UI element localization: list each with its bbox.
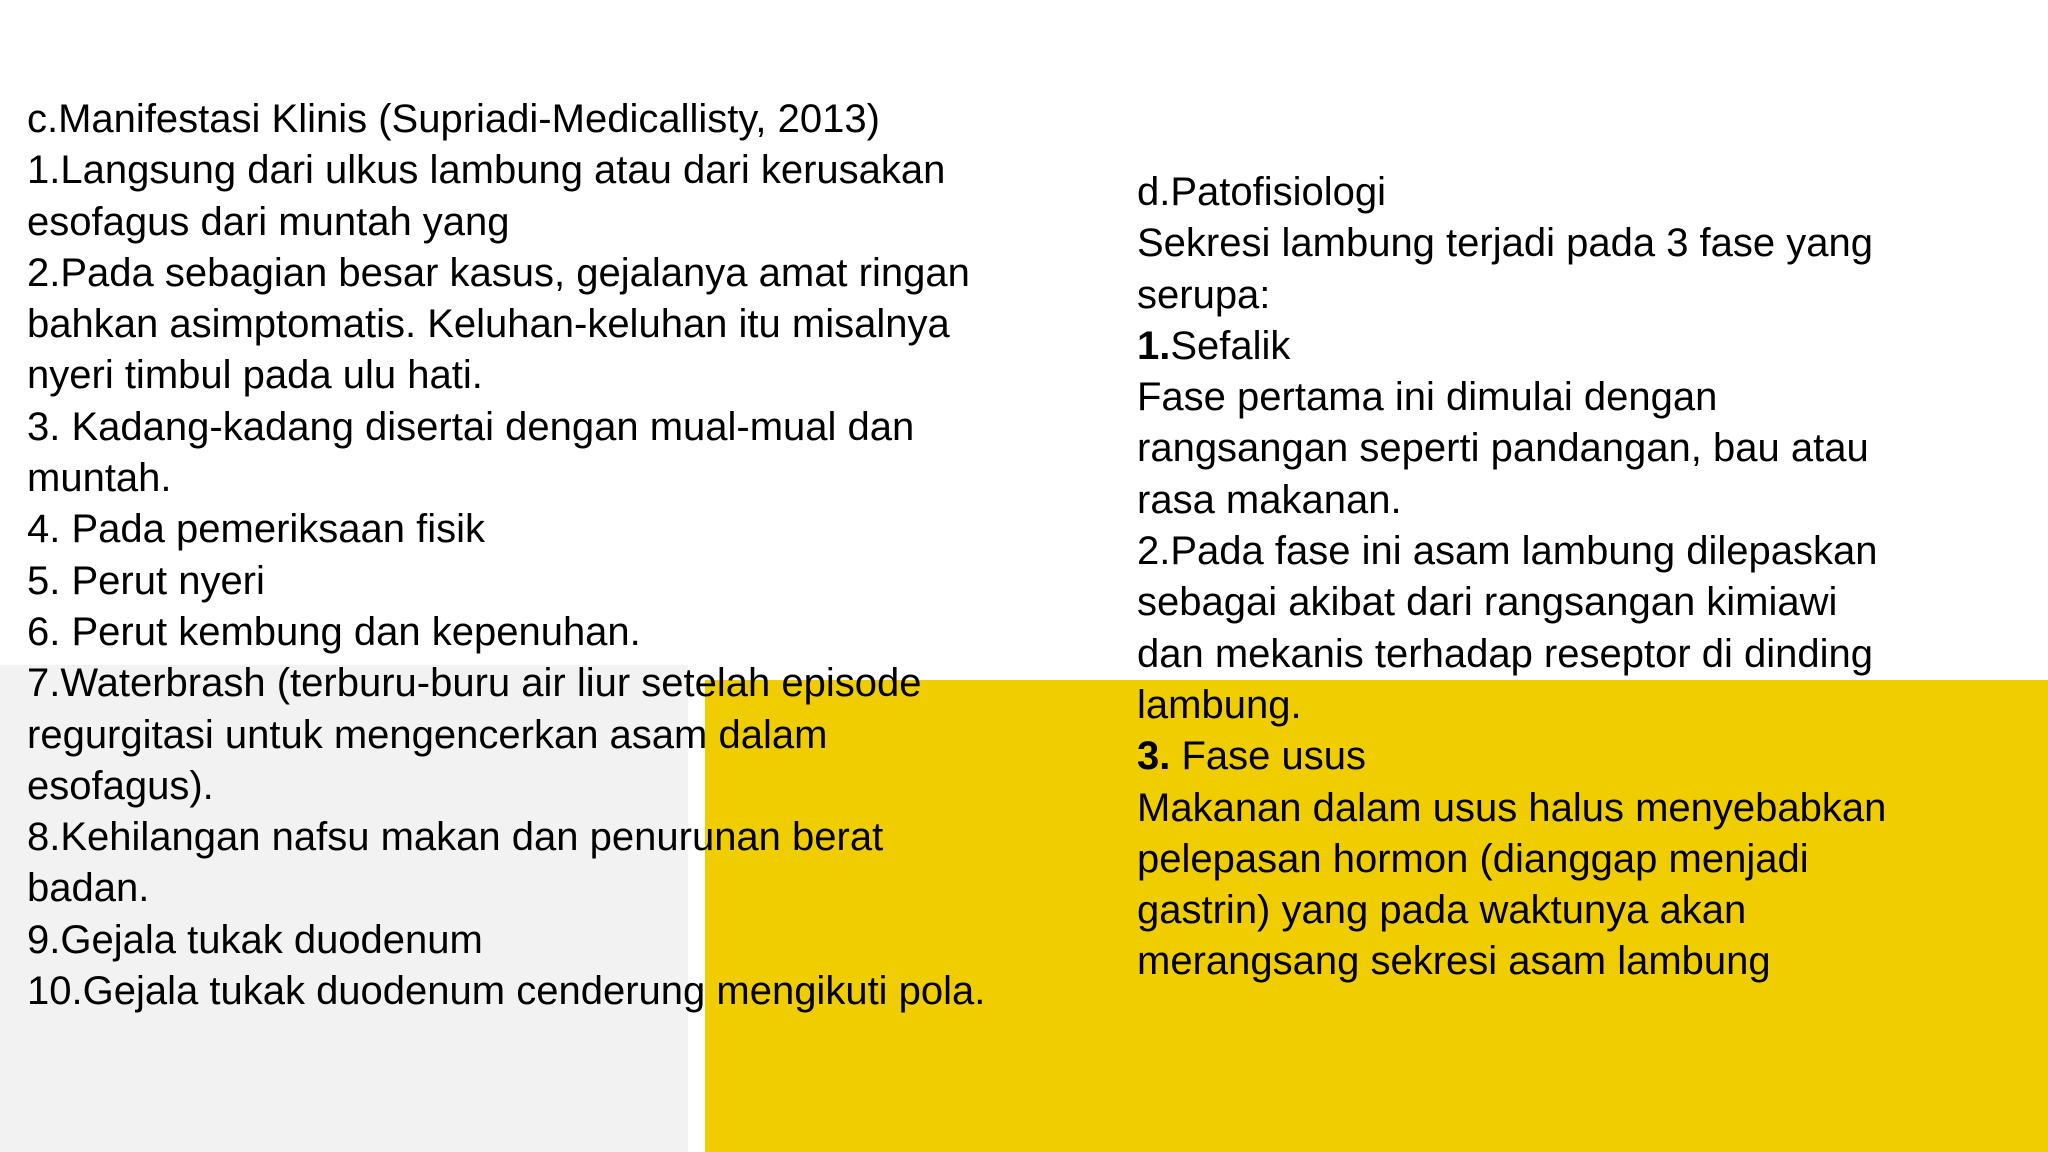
list-item-line: muntah. (27, 456, 172, 501)
list-item-line: bahkan asimptomatis. Keluhan-keluhan itu misalnya (27, 302, 950, 347)
list-item-line: 3. Kadang-kadang disertai dengan mual-mual dan (27, 404, 915, 449)
phase-name: Fase usus (1170, 734, 1367, 779)
list-item-line: 9.Gejala tukak duodenum (27, 917, 483, 962)
phase-text-line: rasa makanan. (1137, 477, 1402, 522)
phase-name: Sefalik (1170, 323, 1291, 368)
phase-text-line: dan mekanis terhadap reseptor di dinding (1137, 631, 1874, 676)
patofisiologi-section (1137, 167, 2017, 988)
phase-number: 1. (1137, 323, 1171, 368)
phase-heading-usus (1137, 731, 2017, 782)
phase-text-line: gastrin) yang pada waktunya akan (1137, 888, 1747, 933)
phase-text-line: rangsangan seperti pandangan, bau atau (1137, 426, 1869, 471)
list-item-line: 1.Langsung dari ulkus lambung atau dari kerusakan (27, 148, 946, 193)
phase-number: 3. (1137, 734, 1171, 779)
list-item-line: regurgitasi untuk mengencerkan asam dalam (27, 712, 828, 757)
phase-heading-sefalik (1137, 321, 2017, 372)
list-item-line: 4. Pada pemeriksaan fisik (27, 507, 486, 552)
phase-text-line: sebagai akibat dari rangsangan kimiawi (1137, 580, 1838, 625)
list-item-line: esofagus). (27, 763, 214, 808)
intro-line: serupa: (1137, 272, 1271, 317)
list-item-line: 10.Gejala tukak duodenum cenderung mengikuti pola. (27, 969, 986, 1014)
phase-text-line: 2.Pada fase ini asam lambung dilepaskan (1137, 529, 1878, 574)
list-item-line: 7.Waterbrash (terburu-buru air liur setelah episode (27, 661, 922, 706)
phase-text-line: merangsang sekresi asam lambung (1137, 939, 1771, 984)
phase-text-line: Makanan dalam usus halus menyebabkan (1137, 785, 1887, 830)
list-item-line: 5. Perut nyeri (27, 558, 265, 603)
phase-text-line: pelepasan hormon (dianggap menjadi (1137, 836, 1809, 881)
list-item-line: nyeri timbul pada ulu hati. (27, 353, 483, 398)
section-heading: d.Patofisiologi (1137, 170, 1387, 214)
section-heading: c.Manifestasi Klinis (Supriadi-Medicallisty, 2013) (27, 97, 880, 141)
list-item-line: 6. Perut kembung dan kepenuhan. (27, 609, 641, 654)
intro-line: Sekresi lambung terjadi pada 3 fase yang (1137, 221, 1874, 266)
phase-text-line: Fase pertama ini dimulai dengan (1137, 375, 1718, 420)
phase-text-line: lambung. (1137, 682, 1302, 727)
list-item-line: badan. (27, 866, 150, 911)
list-item-line: 2.Pada sebagian besar kasus, gejalanya amat ringan (27, 250, 970, 295)
list-item-line: esofagus dari muntah yang (27, 199, 510, 244)
list-item-line: 8.Kehilangan nafsu makan dan penurunan berat (27, 815, 884, 860)
manifestasi-klinis-section (27, 94, 1067, 1017)
